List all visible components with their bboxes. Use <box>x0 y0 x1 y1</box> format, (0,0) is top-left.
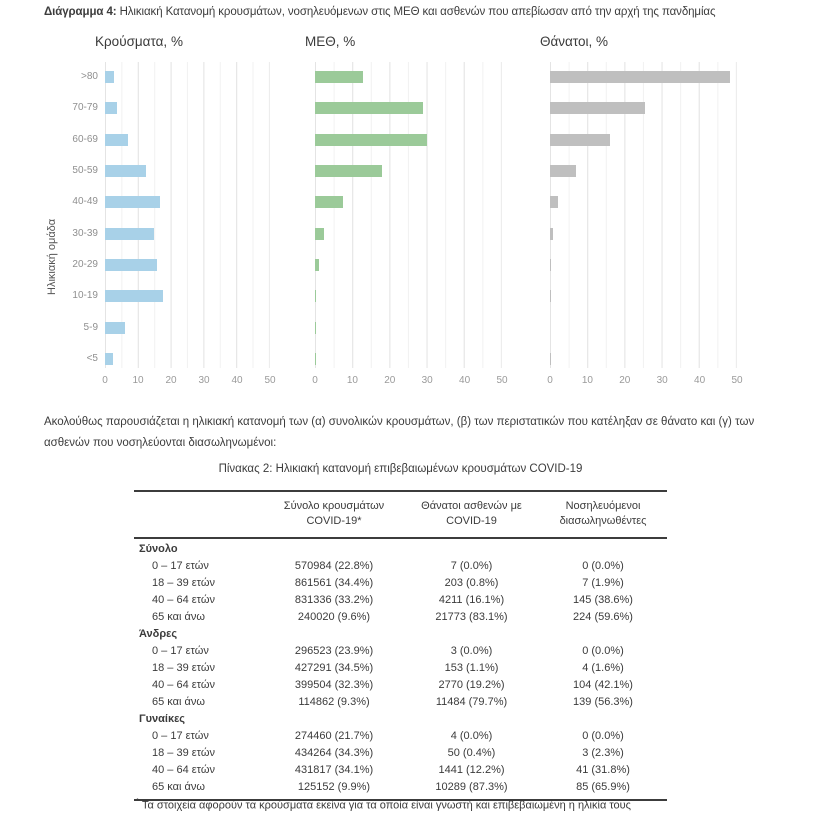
cases-value: 125152 (9.9%) <box>297 781 371 793</box>
table-row <box>134 779 667 796</box>
x-tick-label: 20 <box>384 375 396 386</box>
bar-chart-3 <box>550 62 737 368</box>
row-label: 0 – 17 ετών <box>152 645 209 657</box>
column-header: Θάνατοι ασθενών με COVID-19 <box>421 500 522 527</box>
cases-value: 427291 (34.5%) <box>294 662 374 674</box>
y-tick-label: 70-79 <box>72 102 98 114</box>
cases-value: 434264 (34.3%) <box>294 747 374 759</box>
row-label: 65 και άνω <box>152 611 205 623</box>
section-row <box>134 626 667 643</box>
table-row <box>134 745 667 762</box>
table-row <box>134 694 667 711</box>
deaths-value: 1441 (12.2%) <box>438 764 505 776</box>
cases-value: 296523 (23.9%) <box>294 645 374 657</box>
x-tick-label: 10 <box>132 375 144 386</box>
footnote-text: Τα στοιχεία αφορούν τα κρούσματα εκείνα για τα οποία είναι γνωστή και επιβεβαιωμένη η ηλικία τους <box>139 799 631 812</box>
bar-50-59 <box>550 165 576 177</box>
table-row <box>134 643 667 660</box>
cases-value: 114862 (9.3%) <box>298 696 370 708</box>
x-tick-label: 0 <box>102 375 108 386</box>
chart-title-1: Κρούσματα, % <box>95 34 183 49</box>
cases-value: 431817 (34.1%) <box>294 764 374 776</box>
footnote-marker: * <box>136 797 140 806</box>
row-label: 40 – 64 ετών <box>152 594 215 606</box>
cases-value: 861561 (34.4%) <box>294 577 374 589</box>
table-row <box>134 728 667 745</box>
deaths-value: 203 (0.8%) <box>444 577 499 589</box>
row-label: 18 – 39 ετών <box>152 747 215 759</box>
bar-30-39 <box>105 228 154 240</box>
x-tick-label: 50 <box>496 375 508 386</box>
table-row <box>134 609 667 626</box>
bar-5-9 <box>105 322 125 334</box>
row-label: 65 και άνω <box>152 781 205 793</box>
x-tick-label: 30 <box>421 375 433 386</box>
bar-60-69 <box>315 134 427 146</box>
intubated-value: 7 (1.9%) <box>582 577 624 589</box>
bar->80 <box>105 71 114 83</box>
intubated-value: 41 (31.8%) <box>576 764 630 776</box>
bar-5-9 <box>315 322 316 334</box>
intubated-value: 104 (42.1%) <box>573 679 633 691</box>
bar-60-69 <box>550 134 610 146</box>
x-tick-label: 10 <box>581 375 593 386</box>
document-title-label: Διάγραμμα 4: <box>44 6 117 18</box>
bar->80 <box>315 71 363 83</box>
row-label: 18 – 39 ετών <box>152 577 215 589</box>
section-row <box>134 711 667 728</box>
cases-value: 570984 (22.8%) <box>294 560 374 572</box>
row-label: 40 – 64 ετών <box>152 764 215 776</box>
x-tick-label: 40 <box>231 375 243 386</box>
bar-70-79 <box>105 102 117 114</box>
bar-30-39 <box>550 228 553 240</box>
column-header: Σύνολο κρουσμάτων COVID-19* <box>283 500 385 527</box>
bar-chart-1 <box>105 62 270 368</box>
intubated-value: 0 (0.0%) <box>582 560 624 572</box>
bar-<5 <box>105 353 113 365</box>
x-tick-label: 10 <box>346 375 358 386</box>
chart-title-3: Θάνατοι, % <box>540 34 609 49</box>
bar-chart-2 <box>315 62 502 368</box>
deaths-value: 3 (0.0%) <box>450 645 493 657</box>
deaths-value: 2770 (19.2%) <box>438 679 505 691</box>
y-tick-label: 50-59 <box>72 164 98 176</box>
x-tick-label: 0 <box>312 375 318 386</box>
bar-50-59 <box>105 165 146 177</box>
table-row <box>134 558 667 575</box>
deaths-value: 4211 (16.1%) <box>438 594 505 606</box>
bar-40-49 <box>550 196 558 208</box>
intubated-value: 3 (2.3%) <box>582 747 624 759</box>
cases-value: 274460 (21.7%) <box>294 730 374 742</box>
bar-<5 <box>315 353 316 365</box>
document-title-text: Ηλικιακή Κατανομή κρουσμάτων, νοσηλευόμενων στις ΜΕΘ και ασθενών που απεβίωσαν από την αρχή της πανδημίας <box>116 6 716 18</box>
cases-value: 831336 (33.2%) <box>294 594 374 606</box>
table-body <box>134 539 667 799</box>
intubated-value: 224 (59.6%) <box>573 611 633 623</box>
cases-value: 399504 (32.3%) <box>294 679 374 691</box>
y-tick-label: <5 <box>86 352 98 364</box>
charts-panel-group <box>0 32 827 394</box>
bar-50-59 <box>315 165 382 177</box>
table-row <box>134 592 667 609</box>
intubated-value: 4 (1.6%) <box>582 662 624 674</box>
row-label: 65 και άνω <box>152 696 205 708</box>
row-label: 18 – 39 ετών <box>152 662 215 674</box>
deaths-value: 11484 (79.7%) <box>435 696 508 708</box>
y-tick-label: >80 <box>81 71 98 82</box>
section-label: Άνδρες <box>139 628 178 640</box>
deaths-value: 4 (0.0%) <box>450 730 493 742</box>
y-tick-label: 60-69 <box>72 133 98 145</box>
intubated-value: 85 (65.9%) <box>576 781 630 793</box>
intubated-value: 139 (56.3%) <box>573 696 633 708</box>
bar->80 <box>550 71 730 83</box>
deaths-value: 153 (1.1%) <box>444 662 499 674</box>
chart-title-2: ΜΕΘ, % <box>305 34 356 49</box>
data-table <box>134 490 667 801</box>
y-tick-label: 20-29 <box>72 258 98 270</box>
document-title <box>44 6 814 18</box>
x-tick-label: 30 <box>656 375 668 386</box>
bar-70-79 <box>315 102 423 114</box>
deaths-value: 50 (0.4%) <box>447 747 496 759</box>
x-tick-label: 20 <box>619 375 631 386</box>
table-title: Πίνακας 2: Ηλικιακή κατανομή επιβεβαιωμένων κρουσμάτων COVID-19 <box>218 463 583 475</box>
bar-20-29 <box>105 259 157 271</box>
y-tick-label: 40-49 <box>72 196 98 208</box>
section-row <box>134 541 667 558</box>
bar-20-29 <box>550 259 551 271</box>
y-tick-label: 10-19 <box>72 290 98 302</box>
deaths-value: 7 (0.0%) <box>450 560 493 572</box>
deaths-value: 10289 (87.3%) <box>435 781 508 793</box>
intubated-value: 0 (0.0%) <box>582 730 624 742</box>
section-label: Σύνολο <box>139 543 178 555</box>
table-row <box>134 575 667 592</box>
intubated-value: 0 (0.0%) <box>582 645 624 657</box>
x-tick-label: 40 <box>459 375 471 386</box>
column-header: Νοσηλευόμενοι διασωληνωθέντες <box>559 500 647 527</box>
intubated-value: 145 (38.6%) <box>573 594 633 606</box>
bar-20-29 <box>315 259 319 271</box>
cases-value: 240020 (9.6%) <box>297 611 371 623</box>
column-header <box>134 499 264 529</box>
x-tick-label: 0 <box>547 375 553 386</box>
bar-70-79 <box>550 102 645 114</box>
bar-60-69 <box>105 134 128 146</box>
y-axis-title: Ηλικιακή ομάδα <box>46 218 58 296</box>
y-tick-label: 30-39 <box>72 227 98 239</box>
x-tick-label: 20 <box>165 375 177 386</box>
row-label: 40 – 64 ετών <box>152 679 215 691</box>
bar-10-19 <box>315 290 316 302</box>
deaths-value: 21773 (83.1%) <box>435 611 508 623</box>
table-footnote <box>136 797 696 812</box>
x-tick-label: 50 <box>731 375 743 386</box>
y-tick-label: 5-9 <box>83 321 98 333</box>
table-row <box>134 660 667 677</box>
bar-40-49 <box>315 196 343 208</box>
x-tick-label: 40 <box>694 375 706 386</box>
section-label: Γυναίκες <box>139 713 186 725</box>
table-row <box>134 762 667 779</box>
x-tick-label: 50 <box>264 375 276 386</box>
bar-30-39 <box>315 228 324 240</box>
row-label: 0 – 17 ετών <box>152 560 209 572</box>
row-label: 0 – 17 ετών <box>152 730 209 742</box>
bar-10-19 <box>105 290 163 302</box>
body-paragraph: Ακολούθως παρουσιάζεται η ηλικιακή κατανομή των (α) συνολικών κρουσμάτων, (β) των περιστατικών που κατέληξαν σε θάνατο και (γ) των ασθενών που νοσηλεύονται διασωληνωμένοι: <box>44 416 755 449</box>
table-header-row <box>134 492 667 539</box>
table-row <box>134 677 667 694</box>
bar-40-49 <box>105 196 160 208</box>
x-tick-label: 30 <box>198 375 210 386</box>
